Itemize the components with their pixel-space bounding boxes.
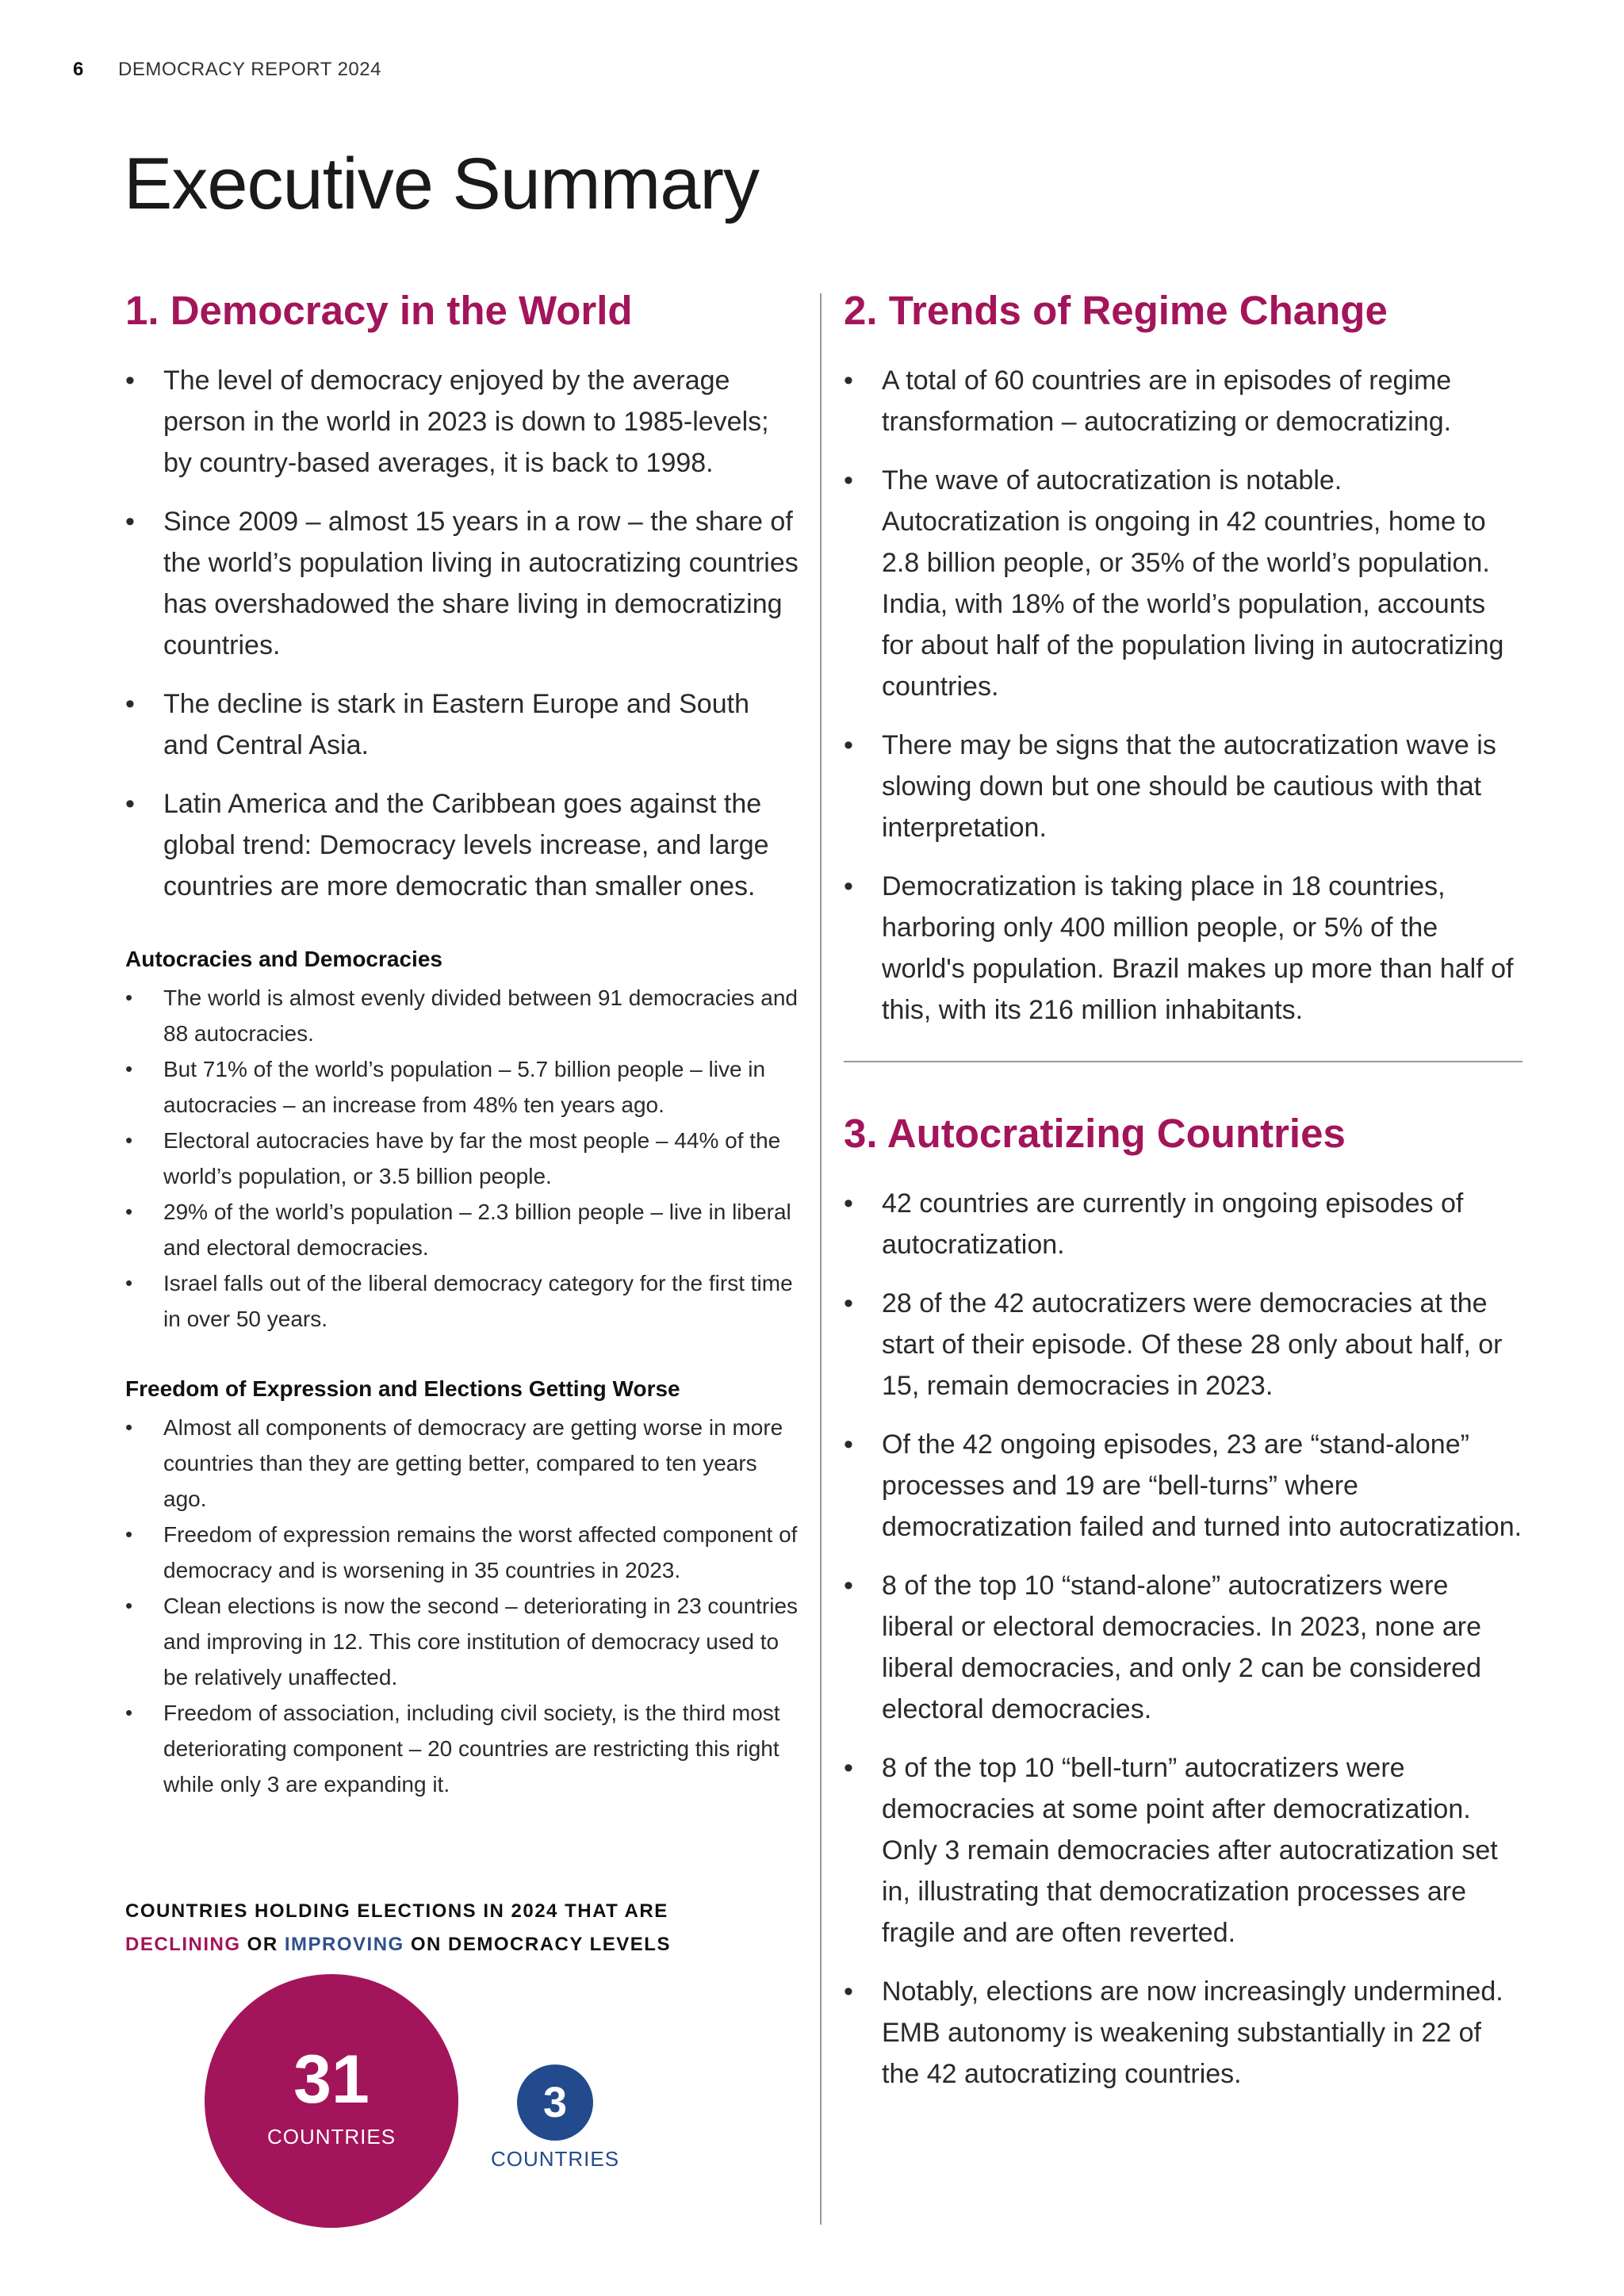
list-item — [844, 725, 1522, 848]
list-item-text: But 71% of the world’s population – 5.7 billion people – live in autocracies – an increase from 48% ten years ago. — [163, 1057, 766, 1117]
list-item-text: Since 2009 – almost 15 years in a row – the share of the world’s population living in autocratizing countries has overshadowed the share living in democratizing countries. — [163, 507, 799, 660]
list-item-text: 8 of the top 10 “bell-turn” autocratizers were democracies at some point after democratization. Only 3 remain democracies after autocratization set in, illustrating that democratization processes are fragile and are often reverted. — [882, 1753, 1498, 1948]
left-column — [125, 279, 799, 1802]
list-item-text: Of the 42 ongoing episodes, 23 are “stand-alone” processes and 19 are “bell-turns” where democratization failed and turned into autocratization. — [882, 1429, 1522, 1542]
list-item — [844, 1747, 1522, 1954]
list-item — [125, 1265, 799, 1337]
section-heading-autocratizing-countries: 3. Autocratizing Countries — [844, 1111, 1346, 1156]
list-item-text: Israel falls out of the liberal democracy category for the first time in over 50 years. — [163, 1271, 793, 1331]
bullet-icon: • — [844, 1288, 853, 1318]
list-item-text: The world is almost evenly divided between 91 democracies and 88 autocracies. — [163, 985, 798, 1046]
callout-line-2 — [125, 1928, 799, 1961]
page-header — [73, 59, 381, 81]
declining-count-label: COUNTRIES — [266, 2125, 396, 2149]
list-item-text: There may be signs that the autocratization wave is slowing down but one should be cautious with that interpretation. — [882, 730, 1496, 843]
democracy-in-the-world-list — [125, 360, 799, 907]
list-item-text: Almost all components of democracy are getting worse in more countries than they are getting better, compared to ten years ago. — [163, 1415, 783, 1511]
bullet-icon: • — [125, 1415, 133, 1439]
list-item-text: 28 of the 42 autocratizers were democracies at the start of their episode. Of these 28 only about half, or 15, remain democracies in 2023. — [882, 1288, 1503, 1401]
list-item-text: Freedom of association, including civil society, is the third most deteriorating component – 20 countries are restricting this right while only 3 are expanding it. — [163, 1701, 780, 1797]
list-item — [125, 1410, 799, 1517]
improving-countries-circle — [517, 2064, 593, 2141]
declining-count: 31 — [293, 2042, 370, 2118]
bullet-icon: • — [125, 1522, 133, 1546]
callout-line-1: COUNTRIES HOLDING ELECTIONS IN 2024 THAT ARE — [125, 1900, 668, 1922]
list-item-text: The wave of autocratization is notable. Autocratization is ongoing in 42 countries, home to 2.8 billion people, or 35% of the world’s population. India, with 18% of the world’s population, accounts for about half of the population living in autocratizing countries. — [882, 465, 1504, 702]
improving-label: IMPROVING — [284, 1934, 404, 1955]
declining-label: DECLINING — [125, 1934, 241, 1955]
list-item — [844, 1183, 1522, 1265]
list-item — [125, 1123, 799, 1194]
list-item — [125, 1517, 799, 1588]
bullet-icon: • — [125, 1271, 133, 1295]
list-item — [844, 1565, 1522, 1730]
bullet-icon: • — [125, 1200, 133, 1223]
bullet-icon: • — [844, 1976, 853, 2007]
list-item — [125, 980, 799, 1051]
subheading-freedom-of-expression: Freedom of Expression and Elections Getting Worse — [125, 1376, 680, 1401]
bullet-icon: • — [844, 1571, 853, 1601]
autocratizing-list — [844, 1183, 1522, 2095]
list-item — [844, 360, 1522, 442]
bullet-icon: • — [125, 1594, 133, 1617]
bullet-icon: • — [125, 985, 133, 1009]
section-divider — [844, 1061, 1522, 1062]
bullet-icon: • — [844, 871, 853, 901]
bullet-icon: • — [844, 730, 853, 760]
list-item — [125, 783, 799, 907]
list-item — [844, 1971, 1522, 2095]
trends-list — [844, 360, 1522, 1031]
column-divider — [820, 293, 822, 2225]
list-item — [125, 1051, 799, 1123]
list-item — [844, 1283, 1522, 1406]
page-number: 6 — [73, 59, 84, 80]
report-title: DEMOCRACY REPORT 2024 — [118, 59, 381, 80]
list-item-text: The decline is stark in Eastern Europe and South and Central Asia. — [163, 689, 749, 760]
list-item — [125, 360, 799, 484]
bullet-icon: • — [844, 1429, 853, 1460]
list-item-text: Notably, elections are now increasingly undermined. EMB autonomy is weakening substantially in 22 of the 42 autocratizing countries. — [882, 1976, 1503, 2089]
bullet-icon: • — [844, 1753, 853, 1783]
list-item-text: The level of democracy enjoyed by the average person in the world in 2023 is down to 1985-levels; by country-based averages, it is back to 1998. — [163, 365, 769, 478]
list-item-text: Latin America and the Caribbean goes against the global trend: Democracy levels increase, and large countries are more democratic than smaller ones. — [163, 789, 769, 901]
page-title: Executive Summary — [124, 144, 760, 224]
right-column — [844, 279, 1522, 2112]
bullet-icon: • — [844, 465, 853, 496]
autocracies-list — [125, 980, 799, 1337]
list-item-text: A total of 60 countries are in episodes of regime transformation – autocratizing or democratizing. — [882, 365, 1452, 437]
list-item — [125, 501, 799, 666]
bullet-icon: • — [125, 365, 135, 396]
list-item-text: Electoral autocracies have by far the most people – 44% of the world’s population, or 3.5 billion people. — [163, 1128, 781, 1188]
subheading-autocracies-and-democracies: Autocracies and Democracies — [125, 947, 442, 971]
list-item — [125, 1194, 799, 1265]
list-item — [844, 866, 1522, 1031]
section-heading-democracy-in-the-world: 1. Democracy in the World — [125, 288, 633, 333]
bullet-icon: • — [844, 1188, 853, 1219]
improving-count-label: COUNTRIES — [490, 2147, 620, 2171]
freedom-list — [125, 1410, 799, 1802]
bullet-icon: • — [125, 507, 135, 537]
bullet-icon: • — [125, 789, 135, 819]
list-item — [125, 683, 799, 766]
list-item — [125, 1695, 799, 1802]
callout-rest: ON DEMOCRACY LEVELS — [404, 1934, 671, 1955]
list-item-text: 29% of the world’s population – 2.3 billion people – live in liberal and electoral democracies. — [163, 1200, 791, 1260]
list-item-text: Democratization is taking place in 18 countries, harboring only 400 million people, or 5% of the world's population. Brazil makes up more than half of this, with its 216 million inhabitants. — [882, 871, 1514, 1025]
list-item — [844, 460, 1522, 707]
list-item-text: 42 countries are currently in ongoing episodes of autocratization. — [882, 1188, 1464, 1260]
list-item — [125, 1588, 799, 1695]
list-item-text: Freedom of expression remains the worst affected component of democracy and is worsening in 35 countries in 2023. — [163, 1522, 798, 1582]
bullet-icon: • — [125, 689, 135, 719]
bullet-icon: • — [125, 1057, 133, 1081]
bullet-icon: • — [125, 1701, 133, 1724]
declining-countries-circle — [205, 1974, 458, 2228]
bullet-icon: • — [844, 365, 853, 396]
list-item-text: Clean elections is now the second – deteriorating in 23 countries and improving in 12. This core institution of democracy used to be relatively unaffected. — [163, 1594, 799, 1689]
bullet-icon: • — [125, 1128, 133, 1152]
improving-count: 3 — [542, 2079, 568, 2126]
list-item-text: 8 of the top 10 “stand-alone” autocratizers were liberal or electoral democracies. In 2023, none are liberal democracies, and only 2 can be considered electoral democracies. — [882, 1571, 1482, 1724]
section-heading-trends-of-regime-change: 2. Trends of Regime Change — [844, 288, 1388, 333]
callout-or: OR — [240, 1934, 285, 1955]
list-item — [844, 1424, 1522, 1548]
elections-callout — [125, 1895, 799, 1961]
